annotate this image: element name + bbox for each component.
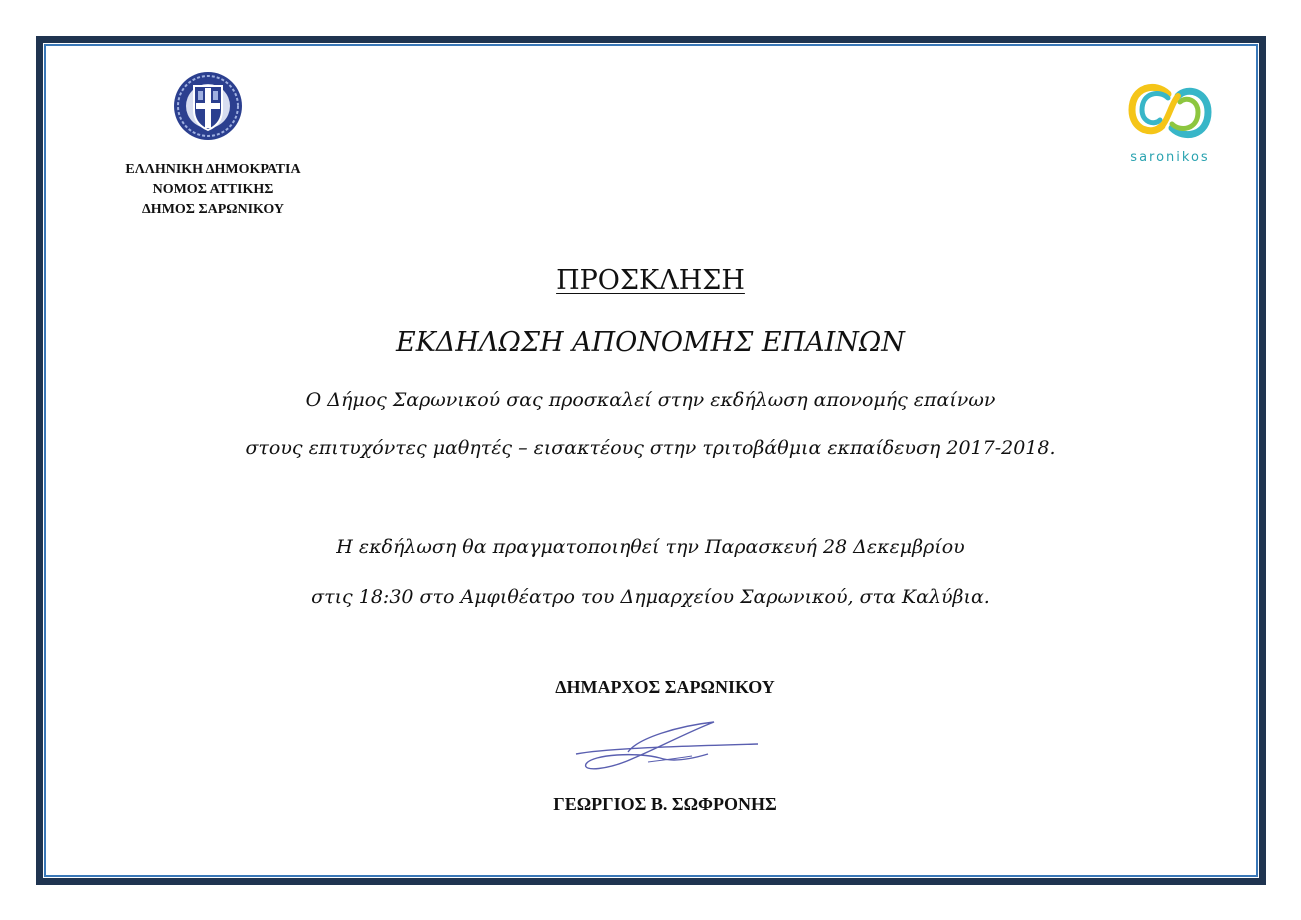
saronikos-logo bbox=[1118, 80, 1222, 172]
saronikos-logo-text: saronikos bbox=[1130, 150, 1210, 165]
header-municipality: ΔΗΜΟΣ ΣΑΡΩΝΙΚΟΥ bbox=[142, 202, 284, 217]
signatory-name: ΓΕΩΡΓΙΟΣ Β. ΣΩΦΡΟΝΗΣ bbox=[553, 794, 777, 814]
event-details-line-2: στις 18:30 στο Αμφιθέατρο του Δημαρχείου Σαρωνικού, στα Καλύβια. bbox=[311, 586, 990, 608]
issuer-header bbox=[95, 160, 331, 220]
header-prefecture: ΝΟΜΟΣ ΑΤΤΙΚΗΣ bbox=[152, 182, 274, 197]
handwritten-signature bbox=[568, 718, 764, 778]
signatory-title: ΔΗΜΑΡΧΟΣ ΣΑΡΩΝΙΚΟΥ bbox=[555, 677, 775, 697]
greek-emblem-icon bbox=[172, 70, 244, 142]
header-country: ΕΛΛΗΝΙΚΗ ΔΗΜΟΚΡΑΤΙΑ bbox=[125, 162, 301, 177]
saronikos-logo-mark-icon bbox=[1122, 80, 1218, 142]
event-details-line-1: Η εκδήλωση θα πραγματοποιηθεί την Παρασκευή 28 Δεκεμβρίου bbox=[336, 536, 965, 558]
invitation-title: ΠΡΟΣΚΛΗΣΗ bbox=[556, 265, 745, 296]
invitation-line-1: Ο Δήμος Σαρωνικού σας προσκαλεί στην εκδήλωση απονομής επαίνων bbox=[305, 389, 996, 411]
invitation-line-2: στους επιτυχόντες μαθητές – εισακτέους στην τριτοβάθμια εκπαίδευση 2017-2018. bbox=[245, 437, 1056, 459]
event-subtitle: ΕΚΔΗΛΩΣΗ ΑΠΟΝΟΜΗΣ ΕΠΑΙΝΩΝ bbox=[396, 327, 905, 358]
